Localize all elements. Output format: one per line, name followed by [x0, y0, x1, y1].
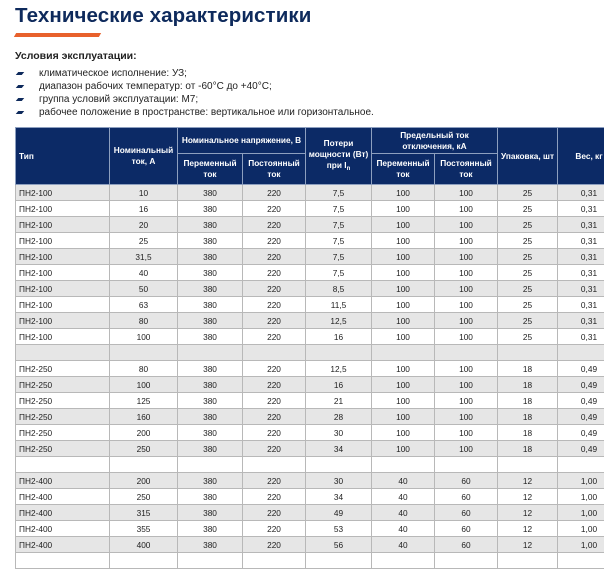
cell-nominal-current: 16: [110, 201, 178, 217]
cell-breaking-dc: 100: [435, 361, 498, 377]
table-row: [16, 217, 604, 233]
cell-type: ПН2-100: [16, 233, 110, 249]
conditions-label: Условия эксплуатации:: [15, 50, 137, 62]
cell-breaking-dc: 60: [435, 521, 498, 537]
cell-breaking-dc: 100: [435, 297, 498, 313]
cell-type: ПН2-250: [16, 393, 110, 409]
cell-voltage-dc: 220: [243, 249, 306, 265]
cell-type: ПН2-250: [16, 361, 110, 377]
cell-power-loss: 30: [306, 473, 372, 489]
cell-weight: 1,00: [558, 505, 604, 521]
bullet-icon: [16, 85, 25, 88]
cell-power-loss: [306, 345, 372, 361]
cell-nominal-current: 250: [110, 489, 178, 505]
cell-voltage-dc: 220: [243, 441, 306, 457]
cell-breaking-ac: 40: [372, 537, 435, 553]
page-title: Технические характеристики: [15, 4, 311, 28]
cell-type: ПН2-100: [16, 313, 110, 329]
cell-type: ПН2-250: [16, 377, 110, 393]
cell-voltage-ac: 380: [178, 409, 243, 425]
table-row: [16, 313, 604, 329]
cell-voltage-ac: 380: [178, 265, 243, 281]
cell-breaking-ac: [372, 345, 435, 361]
cell-breaking-dc: [435, 553, 498, 569]
cell-packing: 25: [498, 297, 558, 313]
cell-voltage-ac: 380: [178, 521, 243, 537]
cell-voltage-ac: 380: [178, 329, 243, 345]
cell-breaking-dc: 100: [435, 249, 498, 265]
cell-voltage-dc: 220: [243, 537, 306, 553]
cell-packing: 25: [498, 233, 558, 249]
cell-weight: 0,31: [558, 329, 604, 345]
cell-voltage-dc: [243, 553, 306, 569]
table-row: [16, 473, 604, 489]
table-row: [16, 521, 604, 537]
cell-nominal-current: 200: [110, 473, 178, 489]
cell-nominal-current: 63: [110, 297, 178, 313]
cell-power-loss: 53: [306, 521, 372, 537]
cell-voltage-ac: [178, 345, 243, 361]
cell-weight: 1,00: [558, 473, 604, 489]
cell-packing: 18: [498, 361, 558, 377]
cell-nominal-current: 160: [110, 409, 178, 425]
table-row: [16, 537, 604, 553]
cell-packing: 18: [498, 377, 558, 393]
cell-nominal-current: 250: [110, 441, 178, 457]
cell-packing: [498, 457, 558, 473]
cell-type: ПН2-400: [16, 489, 110, 505]
cell-breaking-ac: 100: [372, 361, 435, 377]
cell-voltage-ac: 380: [178, 249, 243, 265]
cell-voltage-dc: 220: [243, 297, 306, 313]
cell-weight: 0,31: [558, 249, 604, 265]
cell-voltage-ac: 380: [178, 489, 243, 505]
cell-type: ПН2-250: [16, 409, 110, 425]
cell-voltage-dc: 220: [243, 409, 306, 425]
cell-voltage-ac: 380: [178, 473, 243, 489]
cell-voltage-ac: 380: [178, 233, 243, 249]
cell-voltage-dc: 220: [243, 329, 306, 345]
cell-weight: 1,00: [558, 521, 604, 537]
cell-voltage-dc: [243, 345, 306, 361]
header-type: Тип: [16, 128, 110, 185]
header-voltage-ac: Переменный ток: [178, 154, 243, 185]
cell-nominal-current: 315: [110, 505, 178, 521]
cell-type: [16, 345, 110, 361]
cell-breaking-ac: 100: [372, 297, 435, 313]
cell-weight: 0,49: [558, 377, 604, 393]
table-row: [16, 361, 604, 377]
cell-nominal-current: 200: [110, 425, 178, 441]
header-nominal-current: Номинальный ток, А: [110, 128, 178, 185]
cell-nominal-current: 80: [110, 313, 178, 329]
table-row: [16, 409, 604, 425]
cell-power-loss: 16: [306, 377, 372, 393]
cell-voltage-ac: 380: [178, 361, 243, 377]
cell-voltage-dc: 220: [243, 313, 306, 329]
cell-packing: 25: [498, 249, 558, 265]
cell-power-loss: 12,5: [306, 361, 372, 377]
cell-weight: 1,00: [558, 537, 604, 553]
cell-type: [16, 457, 110, 473]
cell-voltage-dc: 220: [243, 281, 306, 297]
conditions-item-text: климатическое исполнение: УЗ;: [39, 68, 187, 79]
cell-packing: 25: [498, 313, 558, 329]
cell-nominal-current: [110, 553, 178, 569]
bullet-icon: [16, 98, 25, 101]
table-row: [16, 329, 604, 345]
cell-weight: 0,49: [558, 441, 604, 457]
cell-packing: [498, 345, 558, 361]
cell-nominal-current: 25: [110, 233, 178, 249]
table-row: [16, 441, 604, 457]
cell-voltage-ac: 380: [178, 505, 243, 521]
cell-voltage-ac: 380: [178, 441, 243, 457]
cell-type: ПН2-100: [16, 297, 110, 313]
conditions-item-text: рабочее положение в пространстве: вертикальное или горизонтальное.: [39, 107, 374, 118]
cell-nominal-current: 100: [110, 329, 178, 345]
cell-packing: 25: [498, 265, 558, 281]
cell-type: ПН2-400: [16, 537, 110, 553]
table-row: [16, 249, 604, 265]
cell-packing: 25: [498, 217, 558, 233]
table-row: [16, 393, 604, 409]
conditions-item: [15, 106, 374, 119]
table-row: [16, 265, 604, 281]
cell-weight: 0,31: [558, 313, 604, 329]
cell-breaking-dc: [435, 457, 498, 473]
cell-nominal-current: 400: [110, 537, 178, 553]
cell-breaking-dc: 60: [435, 537, 498, 553]
table-row: [16, 489, 604, 505]
cell-type: ПН2-100: [16, 217, 110, 233]
cell-type: ПН2-250: [16, 425, 110, 441]
cell-type: ПН2-400: [16, 473, 110, 489]
cell-type: ПН2-100: [16, 249, 110, 265]
cell-breaking-dc: 100: [435, 393, 498, 409]
cell-breaking-ac: 100: [372, 329, 435, 345]
cell-weight: 0,31: [558, 297, 604, 313]
cell-nominal-current: 50: [110, 281, 178, 297]
cell-weight: 0,49: [558, 361, 604, 377]
cell-breaking-dc: 100: [435, 201, 498, 217]
cell-voltage-ac: [178, 553, 243, 569]
cell-breaking-dc: 100: [435, 425, 498, 441]
table-row: [16, 201, 604, 217]
table-row: [16, 377, 604, 393]
table-body: [16, 185, 604, 569]
header-nominal-voltage: Номинальное напряжение, В: [178, 128, 306, 154]
cell-breaking-ac: 100: [372, 249, 435, 265]
cell-breaking-ac: 100: [372, 425, 435, 441]
cell-breaking-dc: 100: [435, 377, 498, 393]
cell-breaking-dc: [435, 345, 498, 361]
cell-breaking-ac: 100: [372, 409, 435, 425]
cell-power-loss: 21: [306, 393, 372, 409]
cell-voltage-ac: 380: [178, 281, 243, 297]
cell-power-loss: 56: [306, 537, 372, 553]
cell-breaking-ac: 100: [372, 281, 435, 297]
cell-packing: 12: [498, 505, 558, 521]
cell-breaking-ac: 40: [372, 521, 435, 537]
cell-packing: 25: [498, 281, 558, 297]
cell-type: ПН2-250: [16, 441, 110, 457]
cell-breaking-ac: 100: [372, 393, 435, 409]
cell-voltage-dc: [243, 457, 306, 473]
cell-voltage-ac: 380: [178, 185, 243, 201]
table-row: [16, 185, 604, 201]
cell-type: ПН2-400: [16, 505, 110, 521]
cell-power-loss: 34: [306, 489, 372, 505]
header-weight: Вес, кг: [558, 128, 604, 185]
cell-nominal-current: 40: [110, 265, 178, 281]
cell-packing: 12: [498, 473, 558, 489]
cell-voltage-dc: 220: [243, 377, 306, 393]
cell-voltage-ac: 380: [178, 537, 243, 553]
cell-power-loss: 49: [306, 505, 372, 521]
cell-breaking-dc: 100: [435, 409, 498, 425]
cell-power-loss: 28: [306, 409, 372, 425]
cell-voltage-dc: 220: [243, 201, 306, 217]
table-row: [16, 233, 604, 249]
cell-type: ПН2-400: [16, 521, 110, 537]
header-breaking-dc: Постоянный ток: [435, 154, 498, 185]
cell-power-loss: 7,5: [306, 201, 372, 217]
cell-type: ПН2-100: [16, 265, 110, 281]
cell-breaking-ac: 100: [372, 233, 435, 249]
cell-breaking-ac: 100: [372, 377, 435, 393]
cell-breaking-ac: 100: [372, 185, 435, 201]
cell-breaking-dc: 60: [435, 473, 498, 489]
cell-power-loss: 7,5: [306, 265, 372, 281]
cell-breaking-dc: 100: [435, 217, 498, 233]
cell-packing: 12: [498, 537, 558, 553]
cell-power-loss: 11,5: [306, 297, 372, 313]
cell-breaking-dc: 100: [435, 233, 498, 249]
cell-breaking-ac: 40: [372, 473, 435, 489]
title-accent-underline: [14, 33, 101, 37]
cell-power-loss: 7,5: [306, 233, 372, 249]
header-voltage-dc: Постоянный ток: [243, 154, 306, 185]
cell-voltage-ac: 380: [178, 425, 243, 441]
cell-weight: 0,49: [558, 409, 604, 425]
cell-breaking-ac: [372, 553, 435, 569]
cell-weight: 1,00: [558, 489, 604, 505]
conditions-item: [15, 67, 374, 80]
cell-weight: 0,31: [558, 217, 604, 233]
cell-packing: 25: [498, 329, 558, 345]
table-row: [16, 297, 604, 313]
cell-voltage-dc: 220: [243, 425, 306, 441]
cell-breaking-ac: 100: [372, 313, 435, 329]
cell-nominal-current: 80: [110, 361, 178, 377]
cell-weight: [558, 553, 604, 569]
cell-voltage-ac: 380: [178, 377, 243, 393]
cell-nominal-current: 31,5: [110, 249, 178, 265]
cell-breaking-dc: 60: [435, 505, 498, 521]
cell-weight: 0,49: [558, 425, 604, 441]
cell-power-loss: 8,5: [306, 281, 372, 297]
cell-breaking-ac: 100: [372, 217, 435, 233]
header-breaking-current: Предельный ток отключения, кА: [372, 128, 498, 154]
cell-breaking-dc: 100: [435, 313, 498, 329]
cell-breaking-dc: 100: [435, 185, 498, 201]
bullet-icon: [16, 111, 25, 114]
cell-packing: 18: [498, 409, 558, 425]
cell-breaking-ac: [372, 457, 435, 473]
cell-packing: 18: [498, 393, 558, 409]
cell-breaking-dc: 100: [435, 329, 498, 345]
cell-breaking-dc: 100: [435, 441, 498, 457]
cell-power-loss: 12,5: [306, 313, 372, 329]
cell-breaking-dc: 100: [435, 281, 498, 297]
cell-breaking-dc: 60: [435, 489, 498, 505]
cell-power-loss: 7,5: [306, 185, 372, 201]
cell-breaking-ac: 40: [372, 505, 435, 521]
specifications-table: [15, 127, 604, 569]
cell-power-loss: 7,5: [306, 249, 372, 265]
cell-nominal-current: 100: [110, 377, 178, 393]
table-row: [16, 345, 604, 361]
cell-voltage-dc: 220: [243, 521, 306, 537]
cell-voltage-ac: 380: [178, 217, 243, 233]
cell-voltage-ac: 380: [178, 297, 243, 313]
cell-weight: 0,31: [558, 233, 604, 249]
cell-nominal-current: 355: [110, 521, 178, 537]
cell-breaking-ac: 100: [372, 201, 435, 217]
cell-power-loss: 16: [306, 329, 372, 345]
cell-packing: 12: [498, 489, 558, 505]
cell-power-loss: 7,5: [306, 217, 372, 233]
cell-weight: [558, 345, 604, 361]
cell-voltage-dc: 220: [243, 393, 306, 409]
conditions-item-text: диапазон рабочих температур: от -60°С до +40°С;: [39, 81, 272, 92]
cell-voltage-dc: 220: [243, 185, 306, 201]
cell-voltage-dc: 220: [243, 233, 306, 249]
header-power-loss: [306, 128, 372, 185]
cell-packing: [498, 553, 558, 569]
cell-voltage-dc: 220: [243, 505, 306, 521]
cell-voltage-dc: 220: [243, 265, 306, 281]
cell-power-loss: 30: [306, 425, 372, 441]
header-packing: Упаковка, шт: [498, 128, 558, 185]
conditions-item: [15, 93, 374, 106]
cell-voltage-dc: 220: [243, 473, 306, 489]
cell-breaking-dc: 100: [435, 265, 498, 281]
cell-type: ПН2-100: [16, 185, 110, 201]
cell-weight: 0,31: [558, 265, 604, 281]
cell-power-loss: [306, 553, 372, 569]
cell-voltage-dc: 220: [243, 361, 306, 377]
cell-nominal-current: [110, 457, 178, 473]
cell-power-loss: 34: [306, 441, 372, 457]
cell-weight: 0,31: [558, 185, 604, 201]
cell-packing: 18: [498, 441, 558, 457]
cell-type: ПН2-100: [16, 329, 110, 345]
cell-packing: 12: [498, 521, 558, 537]
cell-breaking-ac: 100: [372, 441, 435, 457]
table-row: [16, 425, 604, 441]
header-breaking-ac: Переменный ток: [372, 154, 435, 185]
conditions-list: [15, 67, 374, 119]
cell-weight: [558, 457, 604, 473]
cell-power-loss: [306, 457, 372, 473]
cell-voltage-ac: 380: [178, 201, 243, 217]
header-power-loss-text: Потери мощности (Вт) при I: [309, 138, 369, 170]
cell-breaking-ac: 100: [372, 265, 435, 281]
table-row: [16, 457, 604, 473]
cell-voltage-ac: 380: [178, 313, 243, 329]
cell-type: ПН2-100: [16, 281, 110, 297]
cell-voltage-dc: 220: [243, 217, 306, 233]
table-row: [16, 553, 604, 569]
cell-weight: 0,49: [558, 393, 604, 409]
bullet-icon: [16, 72, 25, 75]
header-power-loss-subscript: n: [347, 166, 351, 172]
cell-breaking-ac: 40: [372, 489, 435, 505]
cell-voltage-ac: [178, 457, 243, 473]
cell-packing: 25: [498, 201, 558, 217]
cell-type: ПН2-100: [16, 201, 110, 217]
cell-nominal-current: 10: [110, 185, 178, 201]
cell-nominal-current: 20: [110, 217, 178, 233]
cell-weight: 0,31: [558, 281, 604, 297]
cell-voltage-dc: 220: [243, 489, 306, 505]
cell-voltage-ac: 380: [178, 393, 243, 409]
cell-nominal-current: 125: [110, 393, 178, 409]
cell-type: [16, 553, 110, 569]
table-row: [16, 505, 604, 521]
conditions-item-text: группа условий эксплуатации: М7;: [39, 94, 198, 105]
conditions-item: [15, 80, 374, 93]
cell-packing: 18: [498, 425, 558, 441]
cell-nominal-current: [110, 345, 178, 361]
cell-weight: 0,31: [558, 201, 604, 217]
cell-packing: 25: [498, 185, 558, 201]
table-row: [16, 281, 604, 297]
